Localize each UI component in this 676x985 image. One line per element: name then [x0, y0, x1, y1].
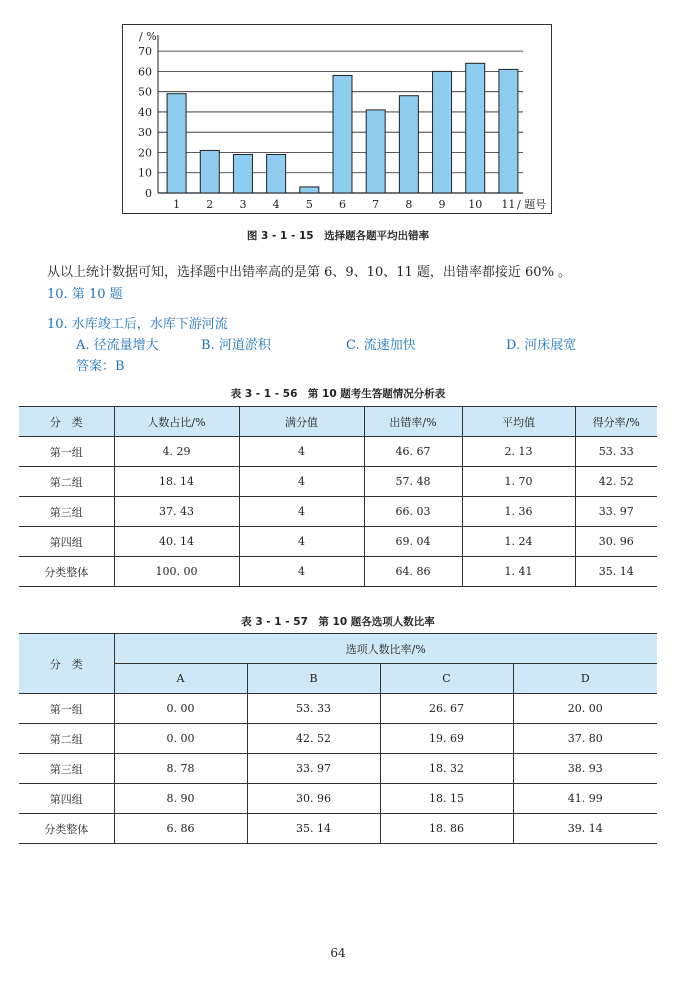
answer-text: 答案：B [76, 359, 125, 374]
table-row [19, 724, 657, 754]
x-tick-label: 5 [305, 198, 313, 211]
x-tick-label: 8 [405, 198, 413, 211]
x-tick-label: 1 [173, 198, 181, 211]
bar [399, 96, 418, 193]
table-cell: 第二组 [19, 467, 114, 497]
x-unit-label: / 题号 [517, 198, 547, 211]
table-cell: 35. 14 [575, 557, 657, 587]
table-row [19, 527, 657, 557]
bar [300, 187, 319, 193]
table-cell: 18. 14 [114, 467, 239, 497]
table-cell: 第一组 [19, 437, 114, 467]
table-row [19, 437, 657, 467]
bar [167, 94, 186, 193]
x-tick-label: 11 [501, 198, 516, 211]
table-cell: 42. 52 [575, 467, 657, 497]
table-cell: 4. 29 [114, 437, 239, 467]
bar [333, 75, 352, 193]
x-tick-label: 2 [206, 198, 214, 211]
option-c: C. 流速加快 [346, 338, 416, 353]
table-cell: 第三组 [19, 754, 114, 784]
y-tick-label: 20 [138, 146, 152, 160]
table-cell: 1. 41 [462, 557, 575, 587]
table2-sub-header: A [114, 664, 247, 694]
table-cell: 18. 86 [380, 814, 513, 844]
table-cell: 2. 13 [462, 437, 575, 467]
option-a: A. 径流量增大 [76, 338, 159, 353]
option-b: B. 河道淤积 [201, 338, 271, 353]
table-cell: 1. 70 [462, 467, 575, 497]
bar [466, 63, 485, 193]
table-cell: 第一组 [19, 694, 114, 724]
table-row [19, 784, 657, 814]
table-cell: 1. 36 [462, 497, 575, 527]
table2-sub-header: C [380, 664, 513, 694]
table-cell: 33. 97 [575, 497, 657, 527]
table-cell: 0. 00 [114, 694, 247, 724]
table-cell: 8. 78 [114, 754, 247, 784]
table-cell: 4 [239, 557, 364, 587]
table-option-ratio [19, 633, 657, 844]
table-cell: 8. 90 [114, 784, 247, 814]
question-stem: 10. 水库竣工后，水库下游河流 [47, 317, 228, 332]
table-answer-analysis [19, 406, 657, 587]
y-tick-label: 50 [138, 85, 152, 99]
x-tick-label: 9 [438, 198, 446, 211]
table-cell: 100. 00 [114, 557, 239, 587]
page-number: 64 [330, 946, 346, 960]
bar [200, 150, 219, 193]
table-row [19, 467, 657, 497]
x-tick-label: 10 [468, 198, 483, 211]
table-cell: 40. 14 [114, 527, 239, 557]
table-cell: 6. 86 [114, 814, 247, 844]
table-cell: 4 [239, 467, 364, 497]
table1-header: 分 类 [19, 407, 114, 437]
table1-caption: 表 3 - 1 - 56 第 10 题考生答题情况分析表 [230, 388, 446, 400]
table-cell: 38. 93 [513, 754, 657, 784]
table2-group-header: 分 类 [19, 634, 114, 694]
table-cell: 64. 86 [364, 557, 462, 587]
table-cell: 39. 14 [513, 814, 657, 844]
table-cell: 第三组 [19, 497, 114, 527]
table-cell: 4 [239, 437, 364, 467]
x-tick-label: 4 [272, 198, 280, 211]
table-cell: 0. 00 [114, 724, 247, 754]
table-row [19, 557, 657, 587]
y-tick-label: 60 [138, 65, 152, 79]
table1-header: 出错率/% [364, 407, 462, 437]
table-cell: 69. 04 [364, 527, 462, 557]
table-cell: 1. 24 [462, 527, 575, 557]
bar [233, 154, 252, 193]
table-cell: 53. 33 [575, 437, 657, 467]
table-cell: 第四组 [19, 527, 114, 557]
table2-caption: 表 3 - 1 - 57 第 10 题各选项人数比率 [241, 616, 435, 628]
bar [366, 110, 385, 193]
table1-header: 得分率/% [575, 407, 657, 437]
table-cell: 18. 32 [380, 754, 513, 784]
table-row [19, 814, 657, 844]
x-tick-label: 7 [372, 198, 380, 211]
table-cell: 41. 99 [513, 784, 657, 814]
bar [499, 69, 518, 193]
table-cell: 18. 15 [380, 784, 513, 814]
table1-header: 满分值 [239, 407, 364, 437]
table-row [19, 754, 657, 784]
x-tick-label: 3 [239, 198, 247, 211]
y-tick-label: 0 [145, 187, 152, 200]
table-cell: 35. 14 [247, 814, 380, 844]
bar [267, 154, 286, 193]
table-cell: 37. 43 [114, 497, 239, 527]
y-tick-label: 70 [138, 45, 152, 59]
bar [433, 71, 452, 193]
table-cell: 19. 69 [380, 724, 513, 754]
table-cell: 第二组 [19, 724, 114, 754]
table2-span-header: 选项人数比率/% [114, 634, 657, 664]
table-row [19, 497, 657, 527]
table-cell: 第四组 [19, 784, 114, 814]
table-cell: 4 [239, 497, 364, 527]
table-cell: 66. 03 [364, 497, 462, 527]
table-cell: 4 [239, 527, 364, 557]
y-unit-label: / % [139, 30, 157, 43]
table-cell: 46. 67 [364, 437, 462, 467]
table2-sub-header: B [247, 664, 380, 694]
table-cell: 57. 48 [364, 467, 462, 497]
question-heading: 10. 第 10 题 [47, 287, 123, 302]
table-cell: 30. 96 [247, 784, 380, 814]
table-cell: 30. 96 [575, 527, 657, 557]
x-tick-label: 6 [339, 198, 346, 211]
y-tick-label: 30 [138, 126, 152, 140]
bar-chart [123, 25, 553, 215]
table-cell: 26. 67 [380, 694, 513, 724]
option-d: D. 河床展宽 [506, 338, 577, 353]
table-cell: 分类整体 [19, 814, 114, 844]
table-cell: 53. 33 [247, 694, 380, 724]
table-cell: 42. 52 [247, 724, 380, 754]
y-tick-label: 40 [138, 105, 152, 119]
bar-chart-frame [122, 24, 552, 214]
table-cell: 20. 00 [513, 694, 657, 724]
table1-header: 人数占比/% [114, 407, 239, 437]
table2-sub-header: D [513, 664, 657, 694]
table-cell: 33. 97 [247, 754, 380, 784]
chart-caption: 图 3 - 1 - 15 选择题各题平均出错率 [246, 230, 430, 242]
y-tick-label: 10 [138, 166, 152, 180]
table1-header: 平均值 [462, 407, 575, 437]
table-cell: 分类整体 [19, 557, 114, 587]
table-cell: 37. 80 [513, 724, 657, 754]
summary-paragraph: 从以上统计数据可知，选择题中出错率高的是第 6、9、10、11 题，出错率都接近 60% 。 [47, 265, 572, 280]
table-row [19, 694, 657, 724]
